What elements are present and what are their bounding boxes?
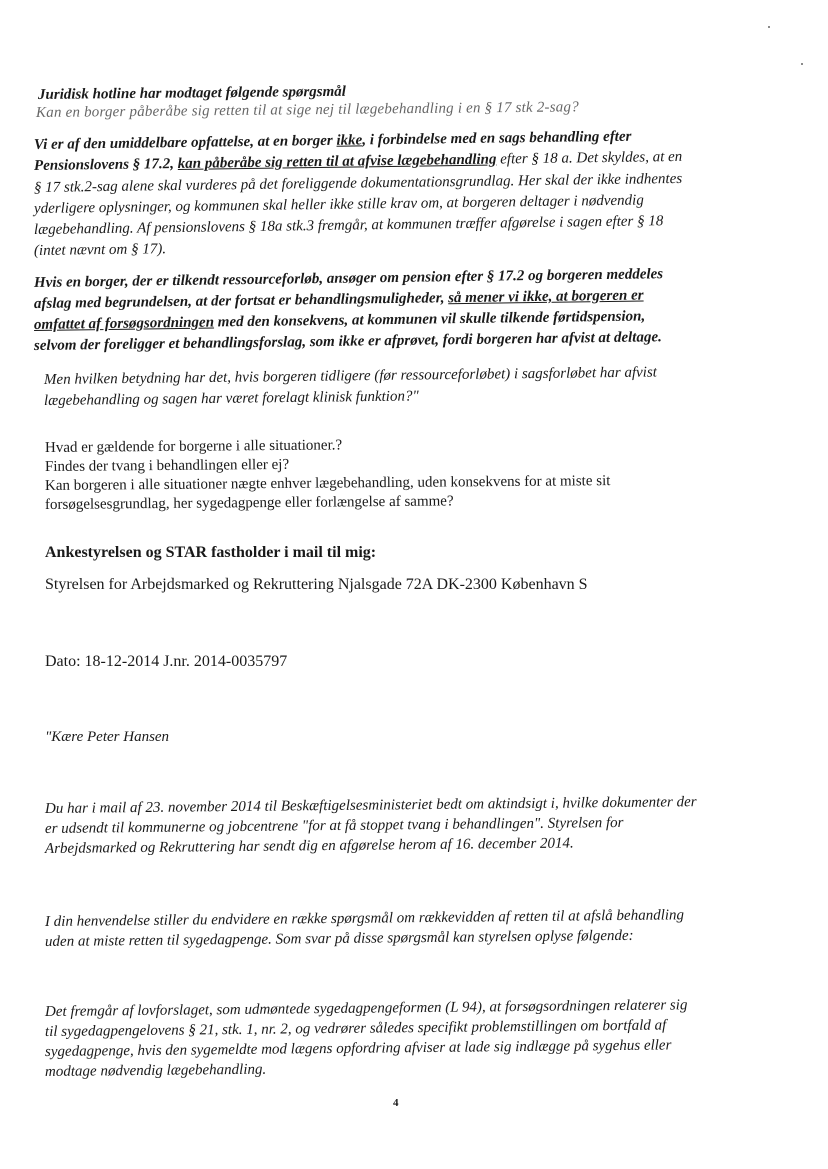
salutation: "Kære Peter Hansen — [45, 729, 170, 745]
paragraph-4-line: er udsendt til kommunerne og jobcentrene "for at få stoppet tvang i behandlingen". Styrelsen for — [44, 814, 624, 837]
page-number: 4 — [393, 1097, 399, 1109]
paragraph-2-line-3 — [34, 309, 645, 333]
text-segment: , i forbindelse med en sags behandling efter — [362, 128, 632, 149]
question-line: Findes der tvang i behandlingen eller ej? — [44, 456, 290, 475]
text-segment: Vi er af den umiddelbare opfattelse, at en borger — [33, 132, 337, 153]
intro-line: Juridisk hotline har modtaget følgende spørgsmål — [37, 83, 347, 103]
underlined-text: kan påberåbe sig retten til at afvise lægebehandling — [177, 151, 497, 172]
paragraph-4-line: Du har i mail af 23. november 2014 til Beskæftigelsesministeriet bedt om aktindsigt i, hvilke dokumenter der — [44, 794, 697, 817]
paragraph-6-line: sygedagpenge, hvis den sygemeldte mod lægens opfordring afviser at lade sig indlægge på sygehus eller — [44, 1037, 672, 1060]
paragraph-1-line-2 — [34, 150, 682, 174]
paragraph-2-line-1: Hvis en borger, der er tilkendt ressourceforløb, ansøger om pension efter § 17.2 og borgeren meddeles — [33, 266, 664, 291]
paragraph-5-line: I din henvendelse stiller du endvidere en række spørgsmål om rækkevidden af retten til at afslå behandling — [44, 907, 685, 930]
question-line: Kan borgeren i alle situationer nægte enhver lægebehandling, uden konsekvens for at miste sit — [44, 473, 611, 494]
paragraph-6-line: modtage nødvendig lægebehandling. — [44, 1061, 267, 1080]
text-segment: med den konsekvens, at kommunen vil skulle tilkende førtidspension, — [213, 308, 646, 331]
section-heading: Ankestyrelsen og STAR fastholder i mail til mig: — [45, 544, 377, 561]
paragraph-1-line-5: lægebehandling. Af pensionslovens § 18a stk.3 fremgår, at kommunen træffer afgørelse i sagen efter § 18 — [33, 213, 664, 238]
paragraph-1-line-4: yderligere oplysninger, og kommunen skal heller ikke stille krav om, at borgeren deltager i nødvendig — [33, 192, 644, 217]
paragraph-1-line-1 — [34, 130, 632, 153]
garbled-line: Kan en borger påberåbe sig retten til at sige nej til lægebehandling i en § 17 stk 2-sag? — [35, 99, 579, 121]
text-segment: afslag med begrundelsen, at der fortsat er behandlingsmuligheder, — [33, 290, 449, 312]
date-reference-line: Dato: 18-12-2014 J.nr. 2014-0035797 — [45, 653, 288, 670]
underlined-text: så mener vi ikke, at borgeren er — [448, 287, 644, 307]
question-line: forsøgelsesgrundlag, her sygedagpenge eller forlængelse af samme? — [44, 493, 454, 513]
underlined-text: ikke — [336, 132, 363, 149]
paragraph-6-line: til sygedagpengelovens § 21, stk. 1, nr. 2, og vedrører således specifikt problemstillingen om bortfald af — [44, 1017, 667, 1040]
paragraph-2-line-4: selvom der foreligger et behandlingsforslag, som ikke er afprøvet, fordi borgeren har afvist at deltage. — [33, 329, 662, 354]
paragraph-1-line-6: (intet nævnt om § 17). — [33, 241, 167, 259]
underlined-text: omfattet af forsøgsordningen — [33, 314, 215, 333]
paragraph-2-line-2 — [34, 288, 644, 312]
paragraph-5-line: uden at miste retten til sygedagpenge. Som svar på disse spørgsmål kan styrelsen oplyse følgende: — [44, 927, 634, 950]
scan-speck — [768, 26, 770, 28]
scan-speck — [801, 63, 803, 65]
paragraph-3-line-2: lægebehandling og sagen har været forelagt klinisk funktion?" — [43, 388, 419, 409]
address-line: Styrelsen for Arbejdsmarked og Rekruttering Njalsgade 72A DK-2300 København S — [45, 576, 588, 593]
paragraph-1-line-3: § 17 stk.2-sag alene skal vurderes på det foreliggende dokumentationsgrundlag. Her skal der ikke indhentes — [33, 170, 683, 196]
paragraph-6-line: Det fremgår af lovforslaget, som udmøntede sygedagpengeformen (L 94), at forsøgsordningen relaterer sig — [44, 997, 688, 1020]
question-line: Hvad er gældende for borgerne i alle situationer.? — [44, 437, 343, 456]
paragraph-4-line: Arbejdsmarked og Rekruttering har sendt dig en afgørelse herom af 16. december 2014. — [44, 835, 574, 857]
text-segment: Pensionslovens § 17.2, — [33, 155, 178, 174]
paragraph-3-line-1: Men hvilken betydning har det, hvis borgeren tidligere (før ressourceforløbet) i sagsforløbet har afvist — [43, 364, 658, 388]
text-segment: efter § 18 a. Det skyldes, at en — [496, 148, 683, 168]
